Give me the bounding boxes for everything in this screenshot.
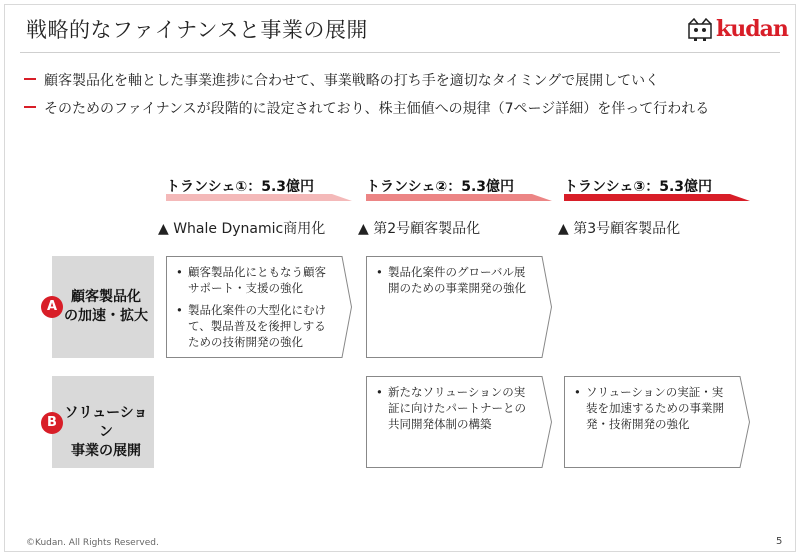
row-header-a bbox=[46, 256, 154, 358]
cell-a1-list bbox=[176, 264, 336, 356]
dash-icon bbox=[24, 106, 36, 108]
dash-icon bbox=[24, 78, 36, 80]
tranche-2-label: トランシェ②：5.3億円 bbox=[366, 179, 515, 195]
row-b-label-line1: ソリューション bbox=[64, 405, 148, 440]
tranche-2 bbox=[366, 174, 552, 204]
cell-b3-item-1: • ソリューションの実証・実装を加速するための事業開発・技術開発の強化 bbox=[574, 384, 734, 432]
cell-a1 bbox=[166, 256, 352, 358]
row-b-label bbox=[64, 404, 148, 461]
row-a-label bbox=[64, 288, 148, 326]
cell-b2-item-1: • 新たなソリューションの実証に向けたパートナーとの共同開発体制の構築 bbox=[376, 384, 536, 432]
cell-a1-item-1: • 顧客製品化にともなう顧客サポート・支援の強化 bbox=[176, 264, 336, 296]
cell-b3 bbox=[564, 376, 750, 468]
title-divider bbox=[20, 52, 780, 53]
tranche-3 bbox=[564, 174, 750, 204]
page-title: 戦略的なファイナンスと事業の展開 bbox=[26, 18, 368, 42]
copyright-footer: ©Kudan. All Rights Reserved. bbox=[26, 538, 159, 548]
row-a-label-line1: 顧客製品化 bbox=[71, 289, 141, 305]
tranche-1-label: トランシェ①：5.3億円 bbox=[166, 179, 315, 195]
page-number: 5 bbox=[776, 536, 783, 547]
bullet-1 bbox=[24, 70, 659, 90]
tranche-3-label: トランシェ③：5.3億円 bbox=[564, 179, 713, 195]
badge-b: B bbox=[41, 412, 63, 434]
badge-a: A bbox=[41, 296, 63, 318]
logo-text: kudan bbox=[716, 16, 788, 42]
cell-a2-list bbox=[376, 264, 536, 302]
cell-a2 bbox=[366, 256, 552, 358]
row-a-label-line2: の加速・拡大 bbox=[64, 308, 148, 324]
row-header-b bbox=[47, 376, 154, 468]
cell-a1-item-2: • 製品化案件の大型化にむけて、製品普及を後押しするための技術開発の強化 bbox=[176, 302, 336, 350]
cell-b2-list bbox=[376, 384, 536, 438]
tranche-1 bbox=[166, 174, 352, 204]
milestone-2: ▲ 第2号顧客製品化 bbox=[358, 221, 481, 237]
bullet-text: 顧客製品化を軸とした事業進捗に合わせて、事業戦略の打ち手を適切なタイミングで展開していく bbox=[44, 73, 660, 89]
kudan-logo bbox=[684, 16, 788, 44]
cell-b3-list bbox=[574, 384, 734, 438]
bullet-text: そのためのファイナンスが段階的に設定されており、株主価値への規律（7ページ詳細）を伴って行われる bbox=[44, 101, 710, 117]
cell-b2 bbox=[366, 376, 552, 468]
milestone-3: ▲ 第3号顧客製品化 bbox=[558, 221, 681, 237]
bullet-2 bbox=[24, 98, 709, 118]
row-b-label-line2: 事業の展開 bbox=[71, 443, 141, 459]
milestone-1: ▲ Whale Dynamic商用化 bbox=[158, 221, 326, 237]
cell-a2-item-1: • 製品化案件のグローバル展開のための事業開発の強化 bbox=[376, 264, 536, 296]
kudan-mascot-icon bbox=[686, 18, 714, 42]
